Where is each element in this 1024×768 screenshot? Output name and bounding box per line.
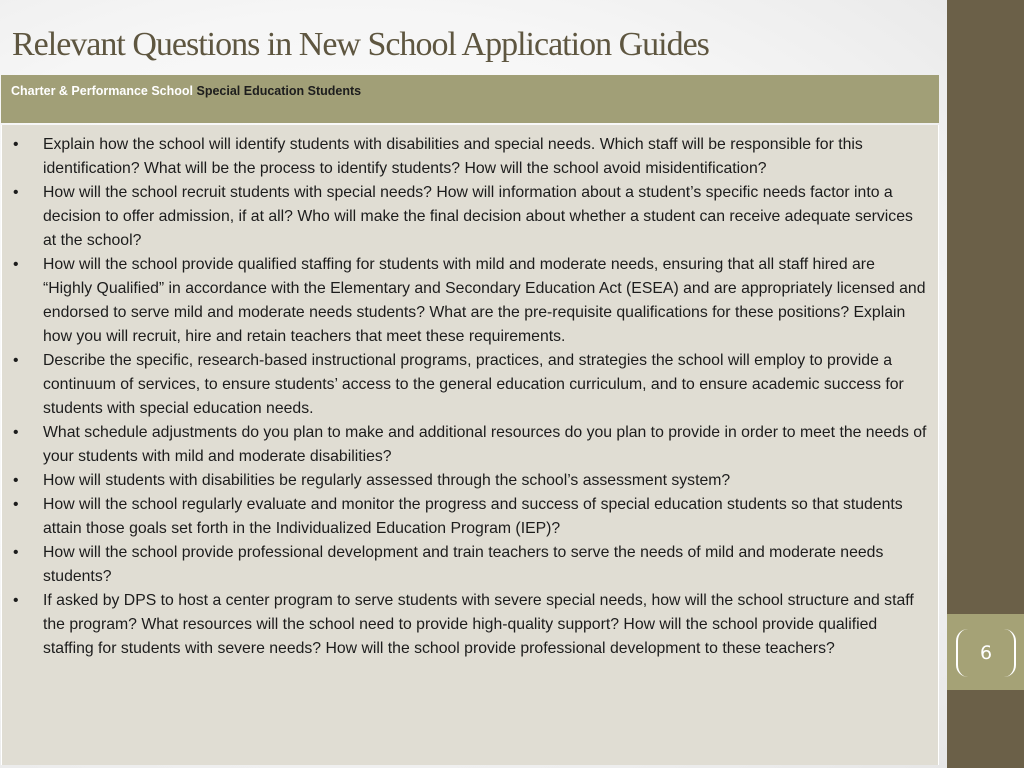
- question-text: Describe the specific, research-based instructional programs, practices, and strategies the school will employ to provide a continuum of services, to ensure students’ access to the general education curriculum, and to ensure academic success for students with special education needs.: [43, 352, 904, 417]
- question-text: How will the school regularly evaluate and monitor the progress and success of special education students so that students attain those goals set forth in the Individualized Education Program (IEP)?: [43, 496, 903, 537]
- bullet-icon: •: [13, 592, 19, 609]
- question-item: [2, 493, 928, 541]
- question-item: [2, 469, 928, 493]
- question-text: How will the school recruit students with special needs? How will information about a student’s specific needs factor into a decision to offer admission, if at all? Who will make the final decision about whether a student can receive adequate services at the school?: [43, 184, 913, 249]
- bullet-icon: •: [13, 352, 19, 369]
- bullet-icon: •: [13, 544, 19, 561]
- page-number-frame: [956, 629, 1016, 677]
- question-text: How will the school provide qualified staffing for students with mild and moderate needs, ensuring that all staff hired are “Highly Qualified” in accordance with the Elementary and Secondary Education Act (ESEA) and are appropriately licensed and endorsed to serve mild and moderate needs students? What are the pre-requisite qualifications for these positions? Explain how you will recruit, hire and retain teachers that meet these requirements.: [43, 256, 926, 345]
- question-text: If asked by DPS to host a center program to serve students with severe special needs, how will the school structure and staff the program? What resources will the school need to provide high-quality support? How will the school provide qualified staffing for students with severe needs? How will the school provide professional development to these teachers?: [43, 592, 914, 657]
- table-header-topic: Special Education Students: [196, 84, 362, 98]
- question-item: [2, 181, 928, 253]
- table-header-category: Charter & Performance School: [11, 84, 193, 98]
- question-item: [2, 253, 928, 349]
- page-number: 6: [979, 642, 993, 664]
- question-item: [2, 589, 928, 661]
- question-text: What schedule adjustments do you plan to make and additional resources do you plan to provide in order to meet the needs of your students with mild and moderate disabilities?: [43, 424, 927, 465]
- question-text: How will the school provide professional development and train teachers to serve the needs of mild and moderate needs students?: [43, 544, 884, 585]
- bullet-icon: •: [13, 424, 19, 441]
- bullet-icon: •: [13, 496, 19, 513]
- table-header: [1, 75, 939, 123]
- slide-title: Relevant Questions in New School Application Guides: [12, 26, 709, 63]
- question-item: [2, 421, 928, 469]
- question-item: [2, 133, 928, 181]
- bullet-icon: •: [13, 184, 19, 201]
- question-text: How will students with disabilities be regularly assessed through the school’s assessment system?: [43, 472, 731, 489]
- bullet-icon: •: [13, 136, 19, 153]
- question-item: [2, 349, 928, 421]
- bullet-icon: •: [13, 256, 19, 273]
- bullet-icon: •: [13, 472, 19, 489]
- question-item: [2, 541, 928, 589]
- question-text: Explain how the school will identify students with disabilities and special needs. Which staff will be responsible for this identification? What will be the process to identify students? How will the school avoid misidentification?: [43, 136, 863, 177]
- table-body: [1, 125, 939, 765]
- question-list: [2, 125, 938, 661]
